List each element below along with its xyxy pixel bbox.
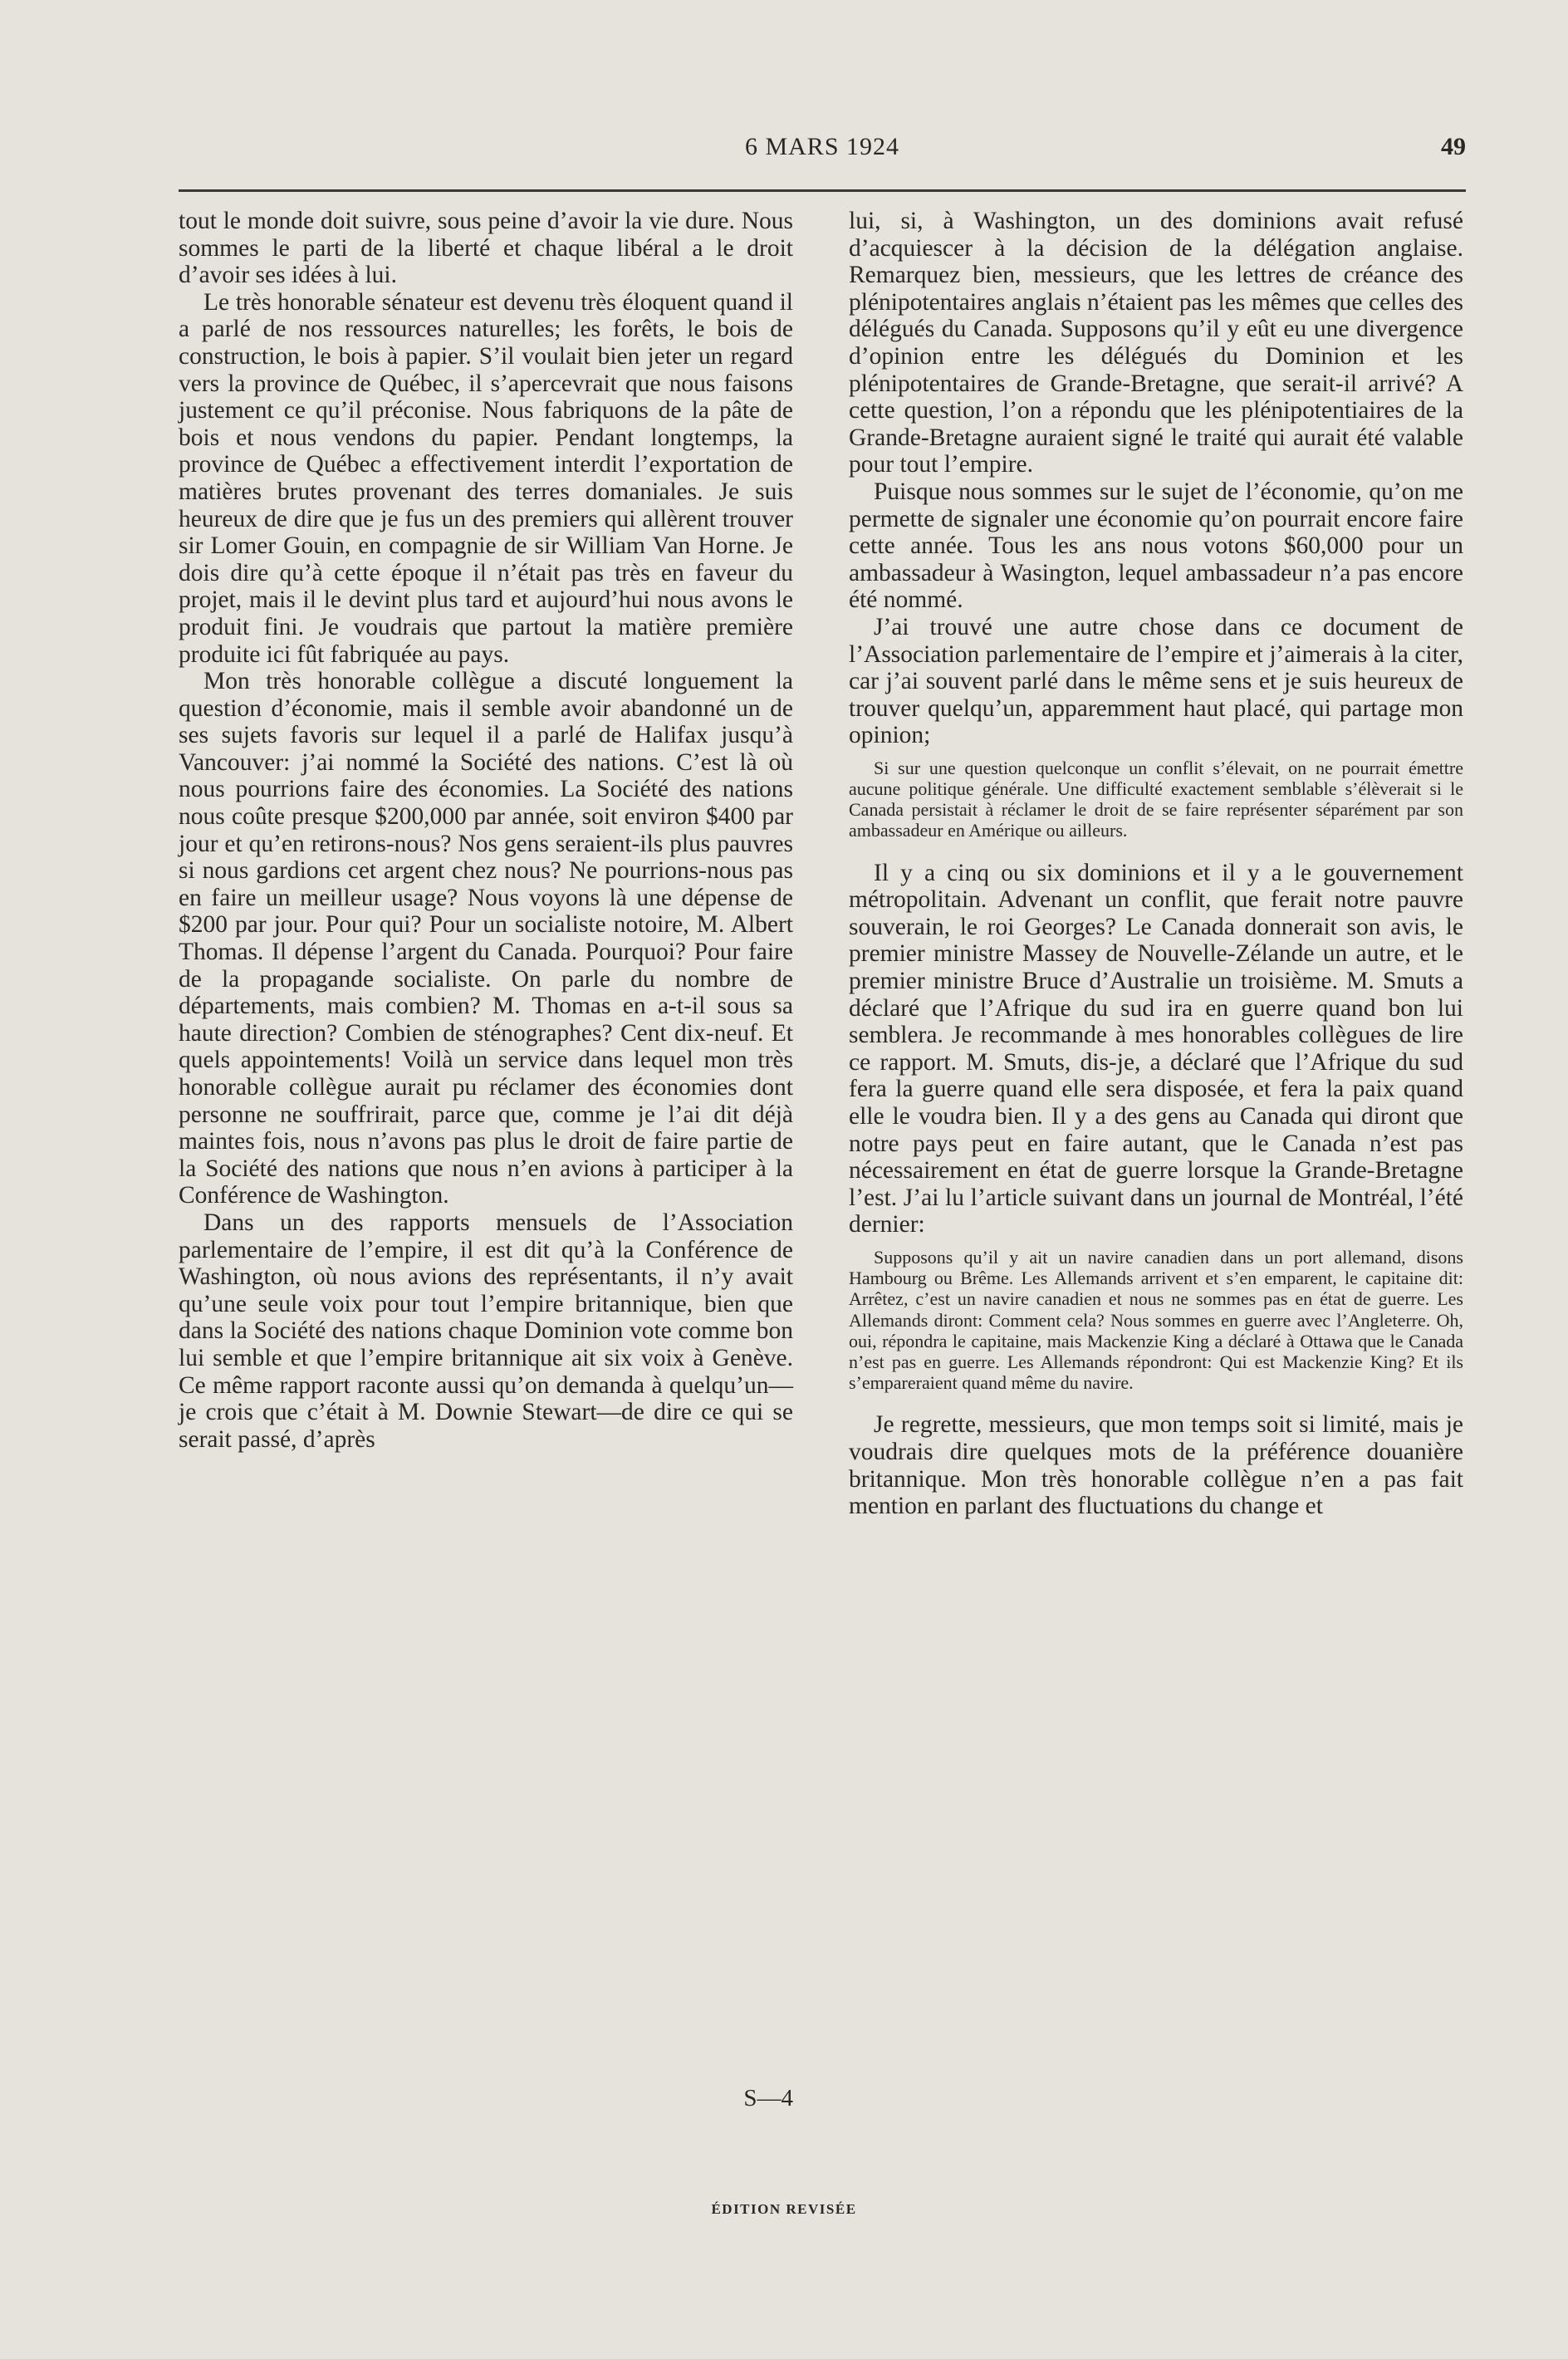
paragraph: tout le monde doit suivre, sous peine d’avoir la vie dure. Nous sommes le parti de la liberté et chaque libéral a le droit d’avoir ses idées à lui. [179, 208, 793, 289]
edition-label: ÉDITION REVISÉE [711, 2201, 857, 2217]
block-quote: Supposons qu’il y ait un navire canadien dans un port allemand, disons Hambourg ou Brême. Les Allemands arrivent et s’en emparent, le capitaine dit: Arrêtez, c’est un navire canadien et nous ne sommes pas en état de guerre. Les Allemands diront: Comment cela? Nous sommes en guerre avec l’Angleterre. Oh, oui, répondra le capitaine, mais Mackenzie King a déclaré à Ottawa que le Canada n’est pas en guerre. Les Allemands répondront: Qui est Mackenzie King? Et ils s’empareraient quand même du navire. [849, 1247, 1463, 1394]
block-quote: Si sur une question quelconque un conflit s’élevait, on ne pourrait émettre aucune politique générale. Une difficulté exactement semblable s’élèverait si le Canada persistait à réclamer le droit de se faire représenter séparément par son ambassadeur en Amérique ou ailleurs. [849, 757, 1463, 841]
paragraph: Le très honorable sénateur est devenu très éloquent quand il a parlé de nos ressources naturelles; les forêts, le bois de construction, le bois à papier. S’il voulait bien jeter un regard vers la province de Québec, il s’apercevrait que nous faisons justement ce qu’il préconise. Nous fabriquons de la pâte de bois et nous vendons du papier. Pendant longtemps, la province de Québec a effectivement interdit l’exportation de matières brutes provenant des terres domaniales. Je suis heureux de dire que je fus un des premiers qui allèrent trouver sir Lomer Gouin, en compagnie de sir William Van Horne. Je dois dire qu’à cette époque il n’était pas très en faveur du projet, mais il le devint plus tard et aujourd’hui nous avons le produit fini. Je voudrais que partout la matière première produite ici fût fabriquée au pays. [179, 288, 793, 668]
right-column [849, 208, 1463, 1520]
paragraph: Je regrette, messieurs, que mon temps soit si limité, mais je voudrais dire quelques mots de la préférence douanière britannique. Mon très honorable collègue n’en a pas fait mention en parlant des fluctuations du change et [849, 1411, 1463, 1520]
page-number: 49 [1441, 133, 1466, 160]
signature-mark: S—4 [743, 2085, 793, 2111]
paragraph: Puisque nous sommes sur le sujet de l’économie, qu’on me permette de signaler une économie qu’on pourrait encore faire cette année. Tous les ans nous votons $60,000 pour un ambassadeur à Wasington, lequel ambassadeur n’a pas encore été nommé. [849, 478, 1463, 614]
paragraph: Dans un des rapports mensuels de l’Association parlementaire de l’empire, il est dit qu’à la Conférence de Washington, où nous avions des représentants, il n’y avait qu’une seule voix pour tout l’empire britannique, bien que dans la Société des nations chaque Dominion vote comme bon lui semble et que l’empire britannique ait six voix à Genève. Ce même rapport raconte aussi qu’on demanda à quelqu’un—je crois que c’était à M. Downie Stewart—de dire ce qui se serait passé, d’après [179, 1209, 793, 1453]
header-date: 6 MARS 1924 [744, 133, 900, 160]
paragraph: Il y a cinq ou six dominions et il y a le gouvernement métropolitain. Advenant un conflit, que ferait notre pauvre souverain, le roi Georges? Le Canada donnerait son avis, le premier ministre Massey de Nouvelle-Zélande un autre, et le premier ministre Bruce d’Australie un troisième. M. Smuts a déclaré que l’Afrique du sud ira en guerre quand bon lui semblera. Je recommande à mes honorables collègues de lire ce rapport. M. Smuts, dis-je, a déclaré que l’Afrique du sud fera la guerre quand elle sera disposée, et fera la paix quand elle le voudra bien. Il y a des gens au Canada qui diront que notre pays peut en faire autant, que le Canada n’est pas nécessairement en état de guerre lorsque la Grande-Bretagne l’est. J’ai lu l’article suivant dans un journal de Montréal, l’été dernier: [849, 859, 1463, 1238]
header-rule [179, 189, 1466, 192]
page-header [179, 133, 1466, 183]
paragraph: lui, si, à Washington, un des dominions avait refusé d’acquiescer à la décision de la délégation anglaise. Remarquez bien, messieurs, que les lettres de créance des plénipotentaires anglais n’étaient pas les mêmes que celles des délégués du Canada. Supposons qu’il y eût eu une divergence d’opinion entre les délégués du Dominion et les plénipotentaires de Grande-Bretagne, que serait-il arrivé? A cette question, l’on a répondu que les plénipotentiaires de la Grande-Bretagne auraient signé le traité qui aurait été valable pour tout l’empire. [849, 208, 1463, 478]
paragraph: J’ai trouvé une autre chose dans ce document de l’Association parlementaire de l’empire et j’aimerais à la citer, car j’ai souvent parlé dans le même sens et je suis heureux de trouver quelqu’un, apparemment haut placé, qui partage mon opinion; [849, 613, 1463, 749]
left-column [179, 208, 793, 1453]
paragraph: Mon très honorable collègue a discuté longuement la question d’économie, mais il semble avoir abandonné un de ses sujets favoris sur lequel il a parlé de Halifax jusqu’à Vancouver: j’ai nommé la Société des nations. C’est là où nous pourrions faire des économies. La Société des nations nous coûte presque $200,000 par année, soit environ $400 par jour et qu’en retirons-nous? Nos gens seraient-ils plus pauvres si nous gardions cet argent chez nous? Ne pourrions-nous pas en faire un meilleur usage? Nous voyons là une dépense de $200 par jour. Pour qui? Pour un socialiste notoire, M. Albert Thomas. Il dépense l’argent du Canada. Pourquoi? Pour faire de la propagande socialiste. On parle du nombre de départements, mais combien? M. Thomas en a-t-il sous sa haute direction? Combien de sténographes? Cent dix-neuf. Et quels appointements! Voilà un service dans lequel mon très honorable collègue aurait pu réclamer des économies dont personne ne souffrirait, parce que, comme je l’ai dit déjà maintes fois, nous n’avons pas plus le droit de faire partie de la Société des nations que nous n’en avions à participer à la Conférence de Washington. [179, 668, 793, 1209]
